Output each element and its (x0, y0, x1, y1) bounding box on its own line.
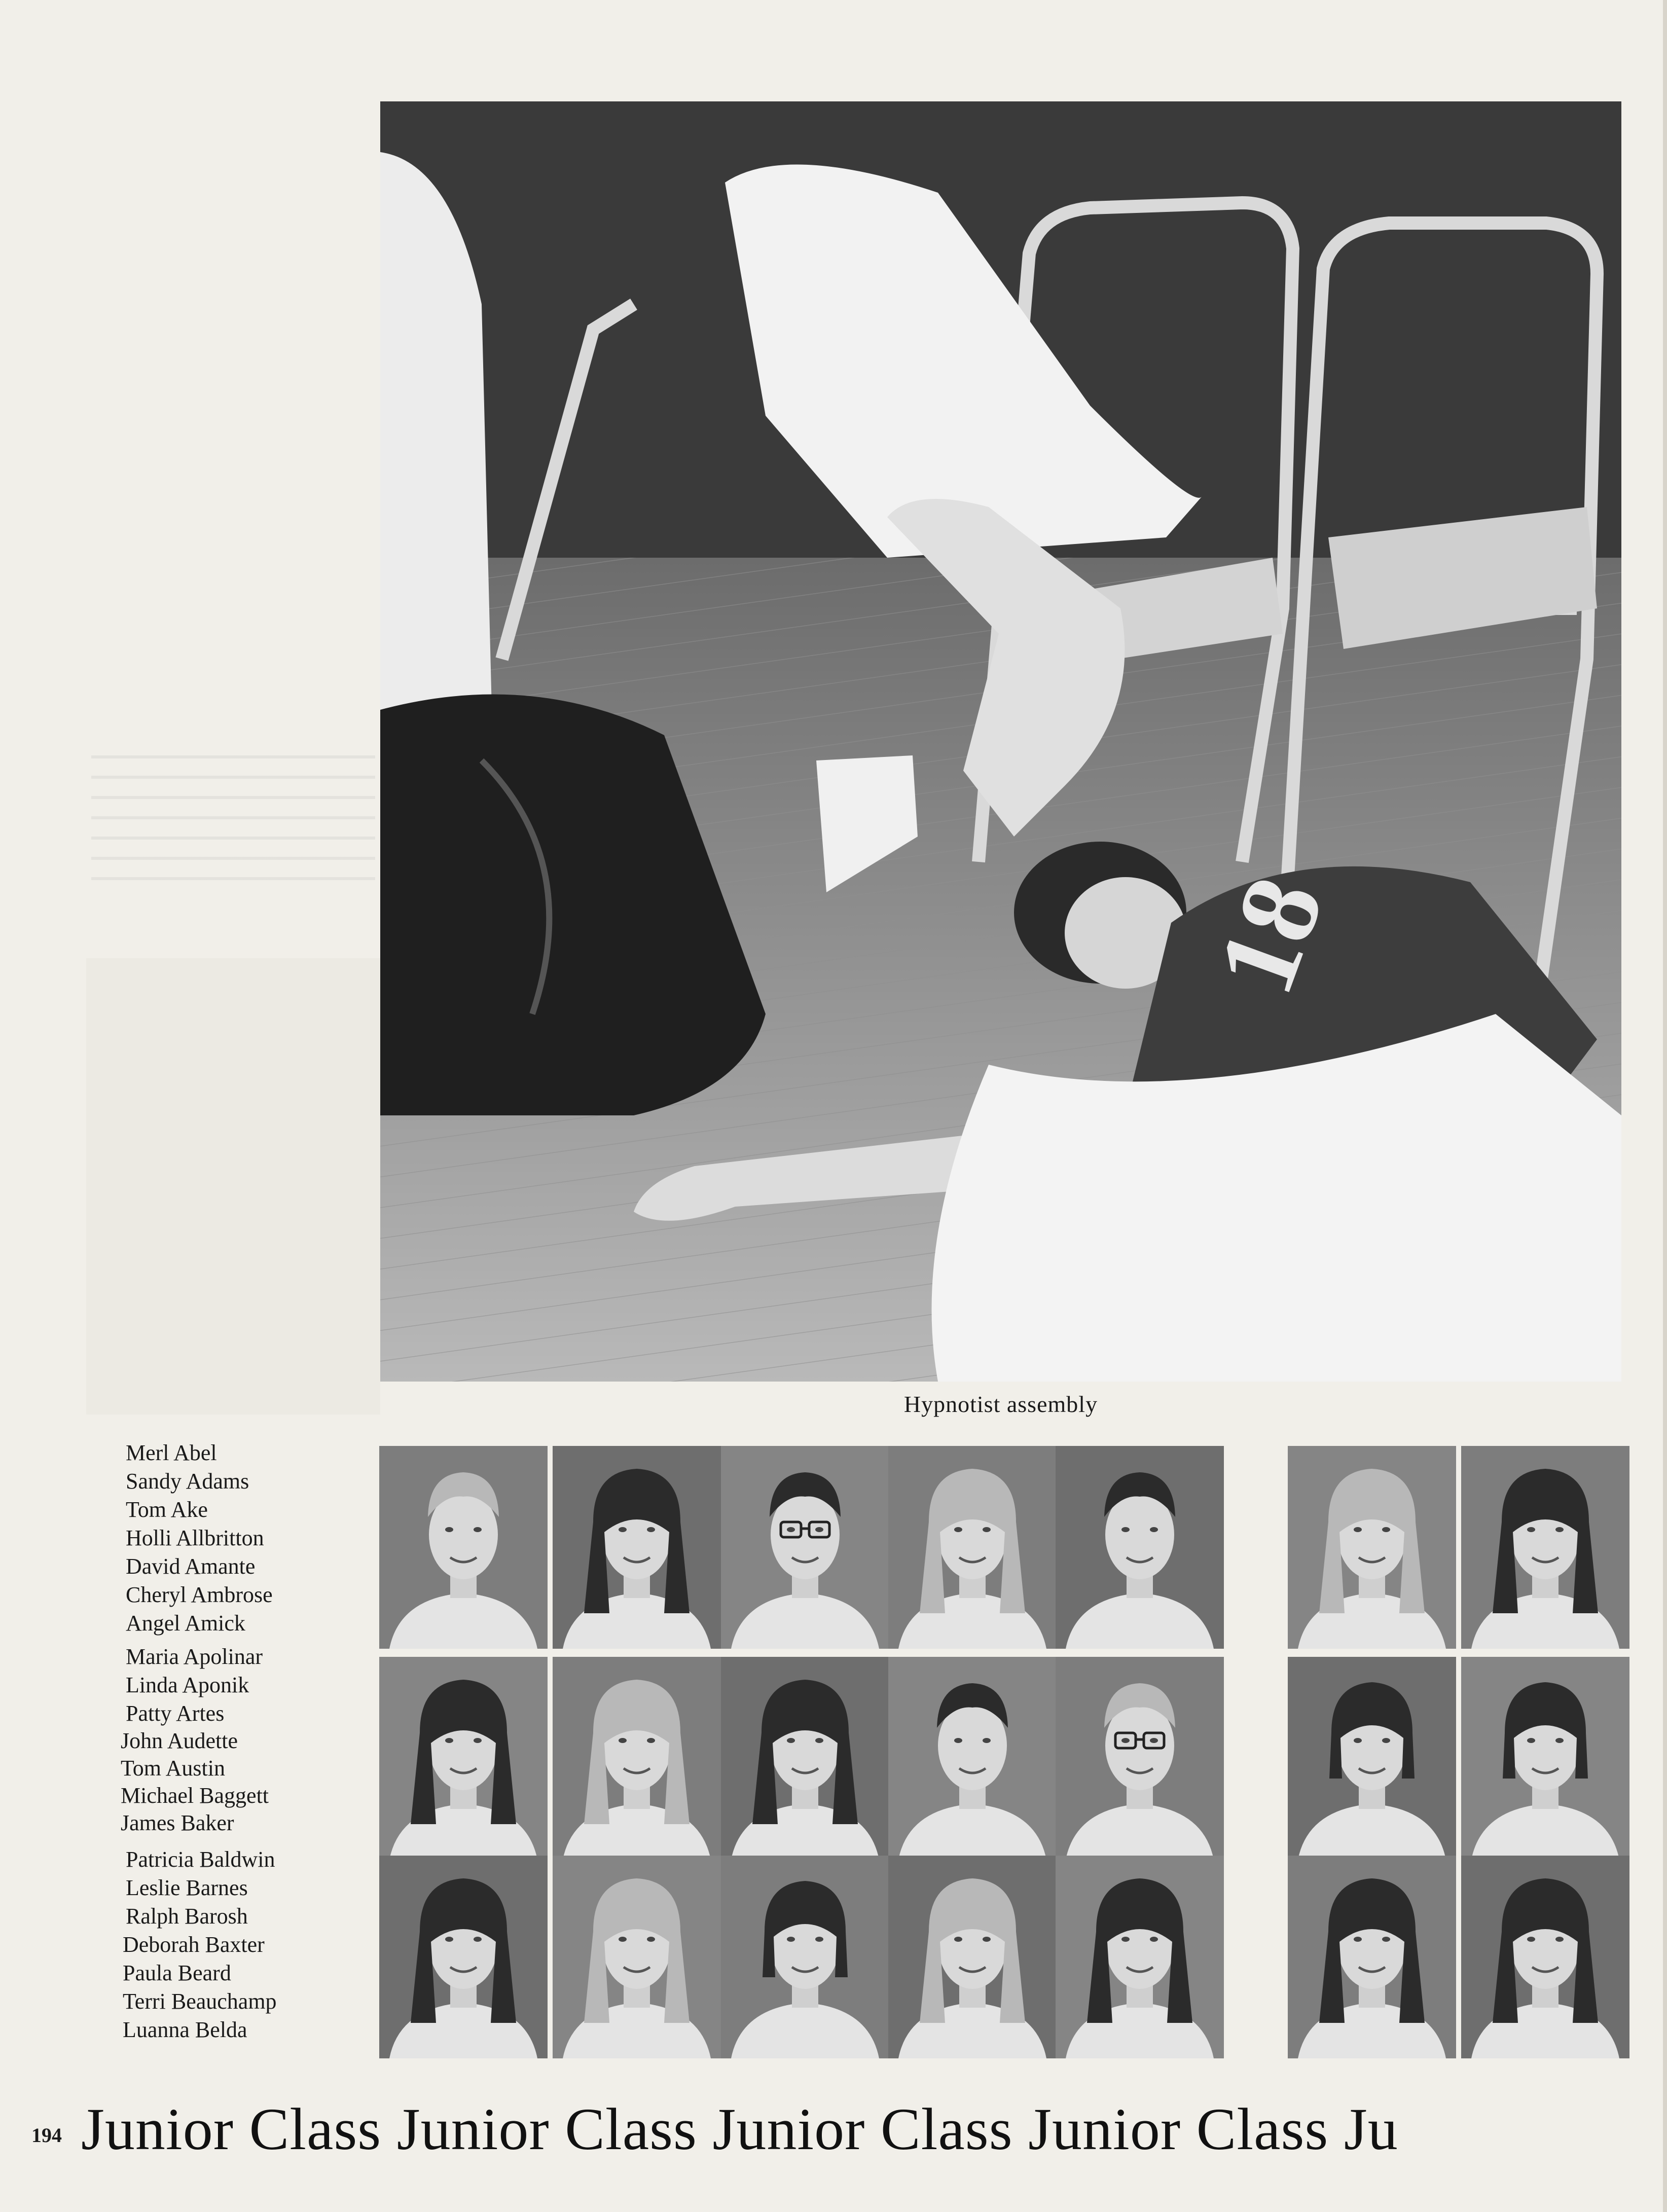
student-name: Tom Ake (126, 1497, 208, 1522)
student-name: Angel Amick (126, 1611, 245, 1636)
student-portrait (1288, 1446, 1456, 1649)
student-portrait (888, 1446, 1057, 1649)
student-name: Sandy Adams (126, 1469, 249, 1494)
student-portrait (1288, 1856, 1456, 2058)
student-portrait (1056, 1446, 1224, 1649)
student-portrait (379, 1856, 548, 2058)
student-name: Paula Beard (123, 1961, 231, 1985)
student-name: Deborah Baxter (123, 1932, 265, 1957)
student-name: Luanna Belda (123, 2017, 247, 2042)
student-name: Patty Artes (126, 1701, 225, 1726)
student-portrait (1288, 1657, 1456, 1860)
student-name: Leslie Barnes (126, 1875, 248, 1900)
student-portrait (1056, 1856, 1224, 2058)
photo-illustration (380, 101, 1621, 1382)
student-portrait (888, 1856, 1057, 2058)
page-number: 194 (31, 2124, 62, 2147)
student-name: Terri Beauchamp (123, 1989, 277, 2014)
student-portrait (1461, 1446, 1629, 1649)
student-name: James Baker (121, 1810, 234, 1835)
junior-class-banner: Junior Class Junior Class Junior Class Junior Class Ju (81, 2096, 1398, 2162)
student-portrait (1461, 1657, 1629, 1860)
student-name: David Amante (126, 1554, 256, 1579)
student-name: Linda Aponik (126, 1673, 249, 1697)
student-portrait (1461, 1856, 1629, 2058)
student-portrait (721, 1446, 889, 1649)
student-name: Maria Apolinar (126, 1644, 263, 1669)
student-name: Holli Allbritton (126, 1526, 264, 1550)
jersey-number: 18 (1192, 861, 1347, 1009)
photo-caption: Hypnotist assembly (903, 1391, 1098, 1417)
student-name: Michael Baggett (121, 1783, 269, 1808)
student-portrait (553, 1856, 721, 2058)
student-name: Cheryl Ambrose (126, 1582, 273, 1607)
student-portrait (379, 1446, 548, 1649)
student-name: Tom Austin (121, 1756, 225, 1781)
bleed-through-block (86, 958, 380, 1415)
hypnotist-assembly-photo (380, 101, 1621, 1382)
student-name: Patricia Baldwin (126, 1847, 275, 1872)
student-portrait (379, 1657, 548, 1860)
student-portrait (553, 1446, 721, 1649)
bleed-through-text (91, 755, 375, 887)
student-portrait (721, 1856, 889, 2058)
page-edge (1663, 0, 1667, 2212)
student-name: Merl Abel (126, 1440, 217, 1465)
student-portrait (553, 1657, 721, 1860)
student-portrait (888, 1657, 1057, 1860)
student-name: Ralph Barosh (126, 1904, 248, 1929)
student-portrait (721, 1657, 889, 1860)
student-portrait (1056, 1657, 1224, 1860)
student-name: John Audette (121, 1728, 238, 1753)
